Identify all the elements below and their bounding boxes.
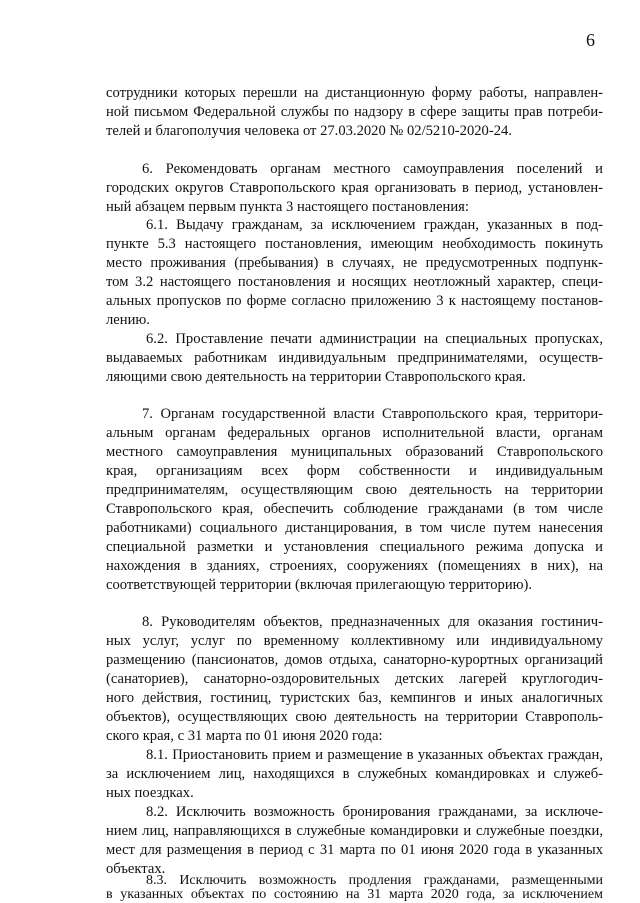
text-line: работниками) социального дистанцирования, в том числе путем нанесения (106, 520, 603, 536)
text-line: в указанных объектах по состоянию на 31 марта 2020 года, за исключением (106, 887, 603, 902)
text-line: 8. Руководителям объектов, предназначенных для оказания гостинич- (142, 614, 603, 630)
text-line: лению. (106, 312, 150, 328)
text-line: сотрудники которых перешли на дистанционную форму работы, направлен- (106, 85, 603, 101)
text-line: ных поездках. (106, 785, 194, 801)
text-line: размещению (пансионатов, домов отдыха, санаторно-курортных организаций (106, 652, 603, 668)
text-line: специальной разметки и установления специального режима допуска и (106, 539, 603, 555)
text-line: 6.2. Проставление печати администрации на специальных пропусках, (146, 331, 603, 347)
page-number: 6 (586, 30, 595, 50)
text-line: (санаториев), санаторно-оздоровительных детских лагерей круглогодич- (106, 671, 603, 687)
text-line: Ставропольского края, обеспечить соблюдение гражданами (в том числе (106, 501, 603, 517)
text-line: ского края, с 31 марта по 01 июня 2020 года: (106, 728, 383, 744)
text-line: соответствующей территории (включая прилегающую территорию). (106, 577, 533, 593)
text-line: за исключением лиц, находящихся в служебных командировках и служеб- (106, 766, 603, 782)
text-line: ного действия, гостиниц, туристских баз, кемпингов и иных аналогичных (106, 690, 603, 706)
text-line: выдаваемых работникам индивидуальным предпринимателями, осуществ- (106, 350, 603, 366)
text-line: нием лиц, направляющихся в служебные командировки и служебные поездки, (106, 823, 603, 839)
text-line: предпринимателям, осуществляющим свою деятельность на территории (106, 482, 603, 498)
text-line: ный абзацем первым пункта 3 настоящего постановления: (106, 199, 469, 215)
text-line: 6.1. Выдачу гражданам, за исключением граждан, указанных в под- (146, 217, 603, 233)
text-line: альных пропусков по форме согласно приложению 3 к настоящему постанов- (106, 293, 603, 309)
text-line: местного самоуправления муниципальных образований Ставропольского (106, 444, 603, 460)
text-line: нахождения в зданиях, строениях, сооружениях (помещениях в них), на (106, 558, 603, 574)
text-line: 8.2. Исключить возможность бронирования гражданами, за исключе- (146, 804, 603, 820)
text-line: ных услуг, услуг по временному коллективному или индивидуальному (106, 633, 603, 649)
text-line: альным органам федеральных органов исполнительной власти, органам (106, 425, 603, 441)
text-line: пункте 5.3 настоящего постановления, имеющим необходимость покинуть (106, 236, 603, 252)
text-line: ляющими свою деятельность на территории Ставропольского края. (106, 369, 526, 385)
text-line: место проживания (пребывания) в случаях, не предусмотренных подпунк- (106, 255, 603, 271)
text-line: том 3.2 настоящего постановления и носящих неотложный характер, специ- (106, 274, 603, 290)
text-line: края, организациям всех форм собственности и индивидуальным (106, 463, 603, 479)
text-line: 8.1. Приостановить прием и размещение в указанных объектах граждан, (146, 747, 603, 763)
text-line: телей и благополучия человека от 27.03.2020 № 02/5210-2020-24. (106, 123, 512, 139)
text-line: городских округов Ставропольского края организовать в период, установлен- (106, 180, 603, 196)
text-line: 6. Рекомендовать органам местного самоуправления поселений и (142, 161, 603, 177)
text-line: объектов), осуществляющих свою деятельность на территории Ставрополь- (106, 709, 603, 725)
text-line: 8.3. Исключить возможность продления гражданами, размещенными (146, 873, 603, 888)
text-line: объектах. (106, 861, 166, 877)
text-line: мест для размещения в период с 31 марта по 01 июня 2020 года в указанных (106, 842, 603, 858)
text-line: ной письмом Федеральной службы по надзору в сфере защиты прав потреби- (106, 104, 603, 120)
text-line: 7. Органам государственной власти Ставропольского края, территори- (142, 406, 603, 422)
